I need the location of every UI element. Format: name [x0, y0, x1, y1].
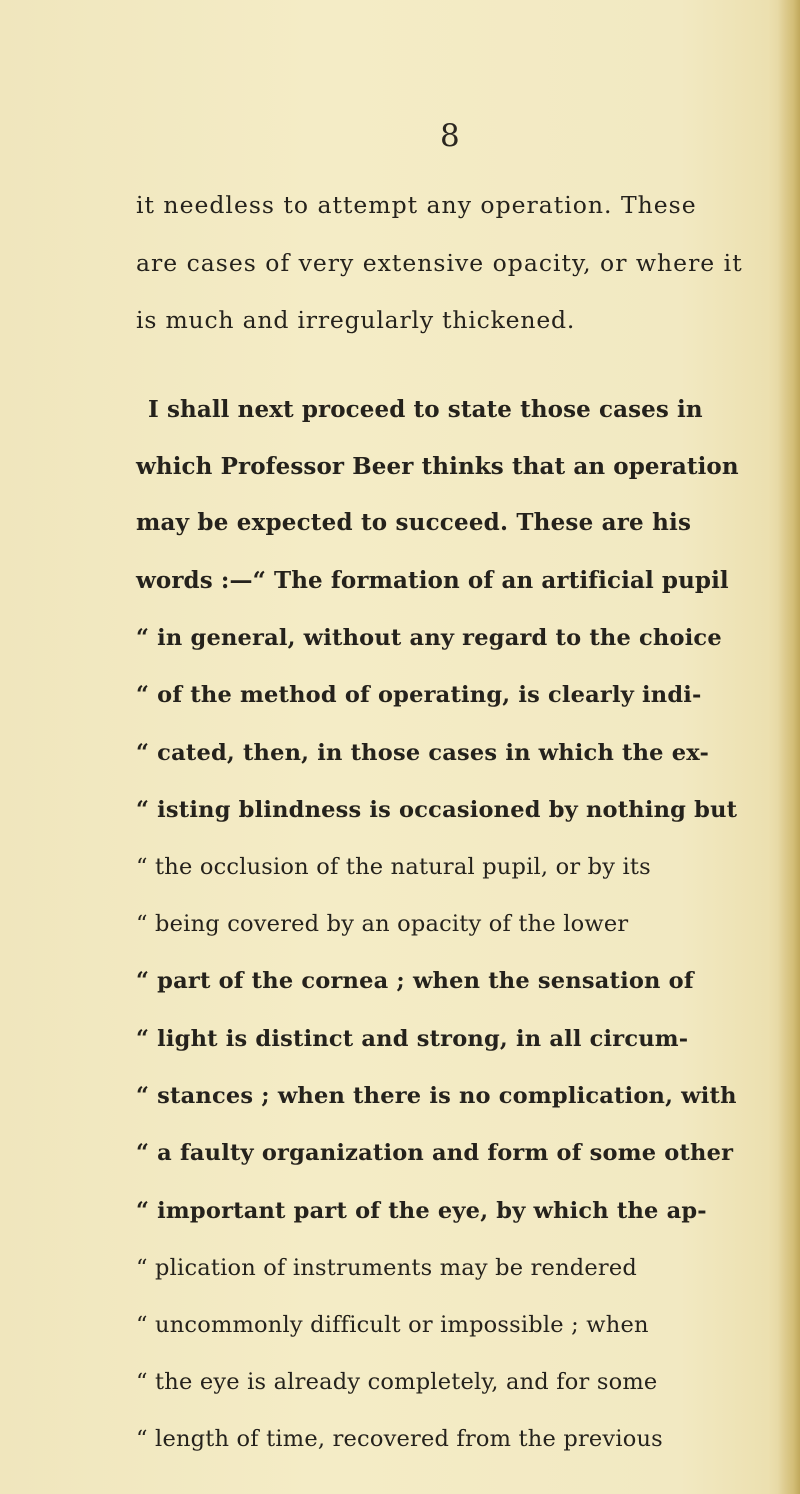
text-line: “ stances ; when there is no complication, with — [136, 1083, 737, 1109]
page-edge-discoloration — [778, 0, 800, 1494]
text-line: “ uncommonly difficult or impossible ; when — [136, 1312, 649, 1338]
text-line: which Professor Beer thinks that an operation — [136, 453, 739, 480]
text-line: “ being covered by an opacity of the lower — [136, 911, 629, 937]
page-number: 8 — [440, 118, 460, 154]
text-line: “ important part of the eye, by which the ap- — [136, 1198, 707, 1224]
text-line: “ the eye is already completely, and for some — [136, 1369, 658, 1395]
text-line: words :—“ The formation of an artificial pupil — [136, 567, 729, 594]
text-line: “ light is distinct and strong, in all circum- — [136, 1026, 689, 1052]
text-line: are cases of very extensive opacity, or where it — [136, 249, 743, 277]
text-line: “ a faulty organization and form of some other — [136, 1140, 734, 1166]
text-line: “ plication of instruments may be rendered — [136, 1255, 637, 1281]
text-line: “ the occlusion of the natural pupil, or by its — [136, 854, 651, 880]
text-line: may be expected to succeed. These are his — [136, 509, 692, 536]
text-line: “ isting blindness is occasioned by nothing but — [136, 797, 738, 823]
text-line: “ length of time, recovered from the previous — [136, 1426, 663, 1452]
text-line: it needless to attempt any operation. These — [136, 191, 697, 219]
text-line: I shall next proceed to state those cases in — [148, 396, 703, 423]
text-line: “ of the method of operating, is clearly indi- — [136, 682, 702, 708]
text-line: is much and irregularly thickened. — [136, 306, 576, 334]
text-line: “ in general, without any regard to the choice — [136, 625, 722, 651]
text-line: “ cated, then, in those cases in which the ex- — [136, 740, 710, 766]
text-line: “ part of the cornea ; when the sensation of — [136, 968, 694, 994]
